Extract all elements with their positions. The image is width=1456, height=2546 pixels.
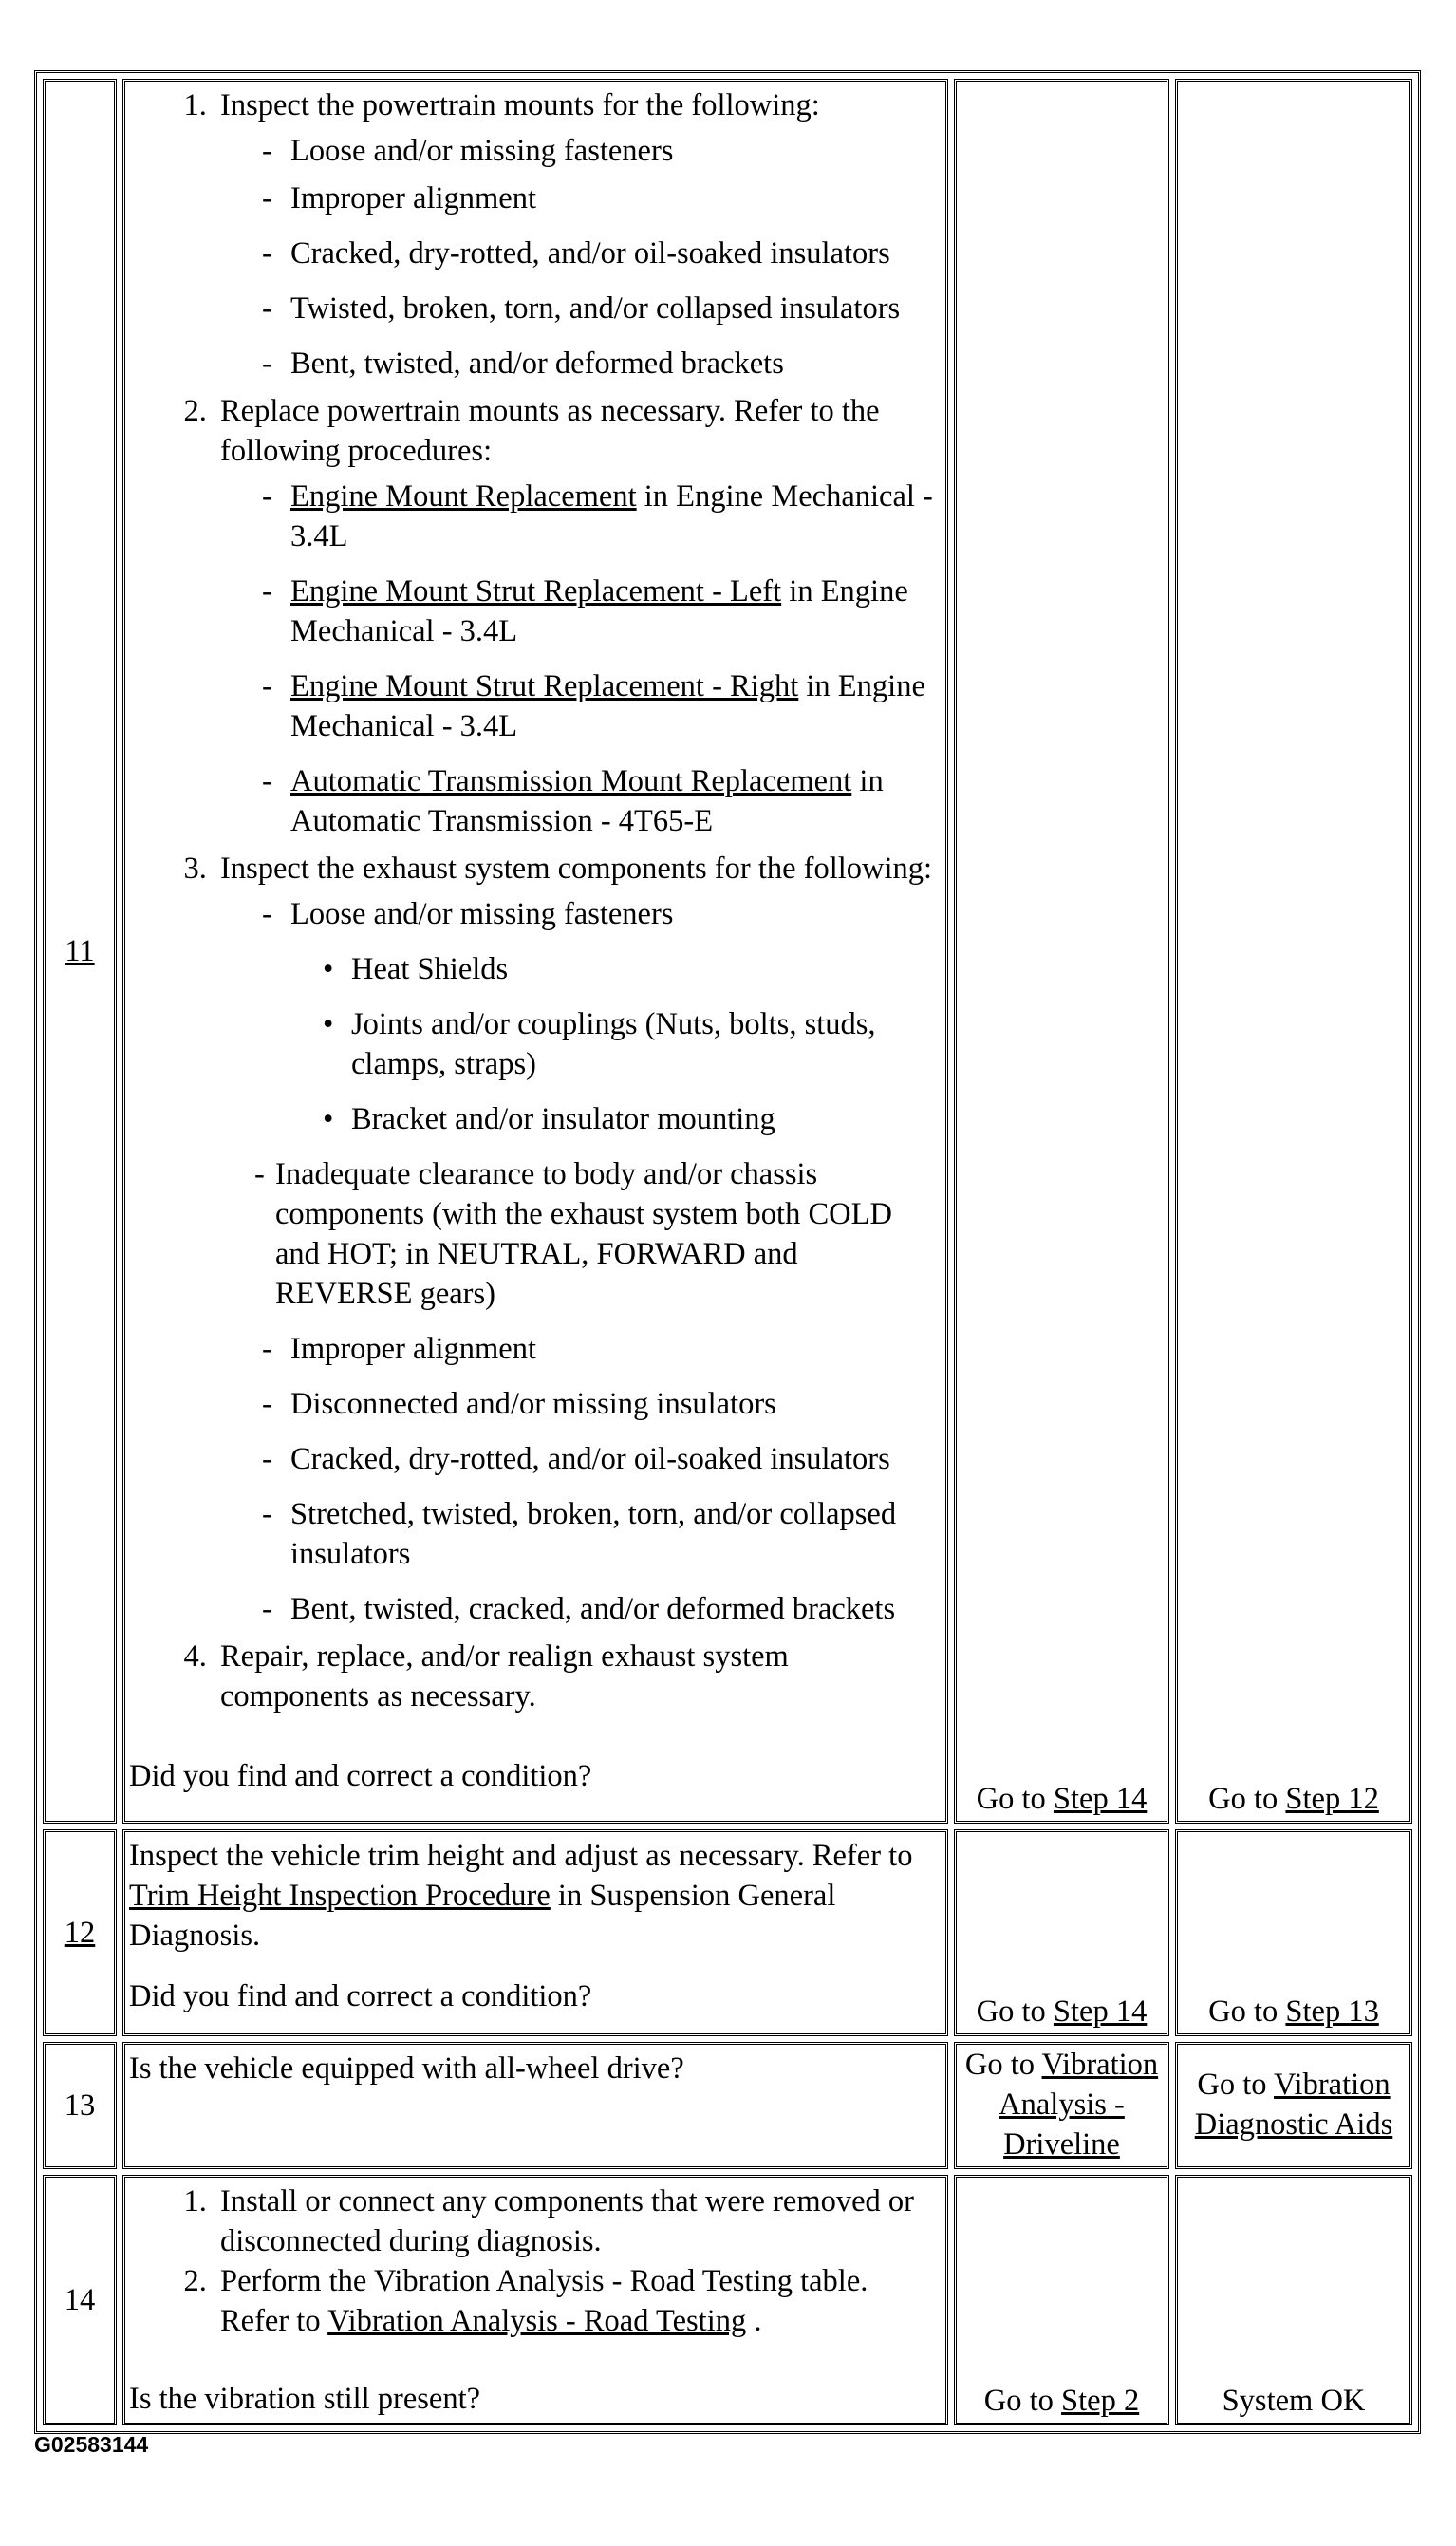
yes-action-cell (954, 2042, 1169, 2169)
bullet-item: • Bracket and/or insulator mounting (323, 1099, 940, 1139)
yes-prefix: Go to (976, 1782, 1054, 1816)
engine-mount-strut-right-link[interactable]: Engine Mount Strut Replacement - Right (290, 669, 799, 703)
instruction-item (215, 2261, 940, 2341)
transmission-mount-replacement-link[interactable]: Automatic Transmission Mount Replacement (290, 764, 852, 798)
instruction-item (215, 391, 940, 841)
instruction-text: Replace powertrain mounts as necessary. Refer to the following procedures: (220, 394, 880, 468)
step-number (43, 2042, 117, 2169)
step-number-link[interactable]: 11 (65, 934, 95, 968)
step-number-text: 14 (64, 2283, 96, 2317)
instruction-text: . (746, 2304, 762, 2338)
reference-location: in Engine Mechanical - 3.4L (290, 479, 933, 553)
sub-item: - Improper alignment (262, 178, 940, 218)
go-to-step-14-link[interactable]: Step 14 (1053, 1994, 1148, 2029)
reference-location: in Automatic Transmission - 4T65-E (290, 764, 884, 838)
step-number[interactable] (43, 79, 117, 1824)
reference-item (262, 666, 940, 746)
instruction-text: Perform the Vibration Analysis - Road Testing table. Refer to (220, 2264, 868, 2338)
engine-mount-replacement-link[interactable]: Engine Mount Replacement (290, 479, 637, 514)
go-to-step-12-link[interactable]: Step 12 (1285, 1782, 1379, 1816)
instruction-text: in Suspension General Diagnosis. (129, 1879, 836, 1953)
sub-item: - Cracked, dry-rotted, and/or oil-soaked insulators (262, 1439, 940, 1479)
yes-action-cell (954, 79, 1169, 1824)
sub-item: - Inadequate clearance to body and/or chassis components (with the exhaust system both COLD and HOT; in NEUTRAL, FORWARD and REVERSE gears) (254, 1154, 940, 1314)
go-to-step-14-link[interactable]: Step 14 (1053, 1782, 1148, 1816)
reference-location: in Engine Mechanical - 3.4L (290, 574, 908, 648)
reference-item (262, 571, 940, 651)
sub-list (220, 131, 940, 384)
no-prefix: Go to (1208, 1782, 1286, 1816)
instructions-cell (122, 79, 948, 1824)
reference-item (262, 761, 940, 841)
instruction-text: Repair, replace, and/or realign exhaust system components as necessary. (220, 1639, 789, 1713)
bullet-item: • Joints and/or couplings (Nuts, bolts, studs, clamps, straps) (323, 1004, 940, 1084)
vibration-analysis-road-testing-link[interactable]: Vibration Analysis - Road Testing (327, 2304, 747, 2338)
sub-item: - Twisted, broken, torn, and/or collapsed insulators (262, 289, 940, 328)
question-text: Did you find and correct a condition? (129, 1759, 592, 1793)
sub-item-text: Loose and/or missing fasteners (290, 897, 674, 931)
no-action-cell (1175, 2175, 1412, 2425)
instruction-item: 1. Install or connect any components that were removed or disconnected during diagnosis. (215, 2181, 940, 2261)
instruction-paragraph (129, 1836, 940, 1956)
instruction-text: Inspect the exhaust system components for the following: (220, 852, 933, 886)
sub-item: - Bent, twisted, cracked, and/or deformed brackets (262, 1589, 940, 1629)
vibration-analysis-driveline-link[interactable]: Vibration Analysis - Driveline (999, 2048, 1159, 2162)
instruction-list (129, 85, 940, 1716)
sub-item: - Disconnected and/or missing insulators (262, 1384, 940, 1424)
reference-location: in Engine Mechanical - 3.4L (290, 669, 925, 743)
step-number (43, 2175, 117, 2425)
question-text: Is the vibration still present? (129, 2382, 481, 2416)
question-text: Is the vehicle equipped with all-wheel drive? (129, 2051, 684, 2086)
trim-height-inspection-link[interactable]: Trim Height Inspection Procedure (129, 1879, 551, 1913)
table-row (43, 1829, 1412, 2036)
yes-action-cell (954, 2175, 1169, 2425)
table-row (43, 2042, 1412, 2169)
instructions-cell (122, 1829, 948, 2036)
bullet-item: • Heat Shields (323, 949, 940, 989)
step-number[interactable] (43, 1829, 117, 2036)
reference-item (262, 477, 940, 556)
diagnostic-table (34, 70, 1421, 2434)
question-text: Did you find and correct a condition? (129, 1979, 592, 2013)
system-ok-text: System OK (1222, 2384, 1366, 2418)
go-to-step-13-link[interactable]: Step 13 (1285, 1994, 1379, 2029)
yes-prefix: Go to (976, 1994, 1054, 2029)
sub-item (262, 894, 940, 1139)
no-action-cell (1175, 2042, 1412, 2169)
go-to-step-2-link[interactable]: Step 2 (1061, 2384, 1140, 2418)
sub-item: - Stretched, twisted, broken, torn, and/or collapsed insulators (262, 1494, 940, 1574)
sub-item: - Loose and/or missing fasteners (262, 131, 940, 171)
no-action-cell (1175, 79, 1412, 1824)
no-action-cell (1175, 1829, 1412, 2036)
sub-item: - Improper alignment (262, 1329, 940, 1369)
instruction-item (215, 85, 940, 384)
yes-prefix: Go to (964, 2048, 1042, 2082)
engine-mount-strut-left-link[interactable]: Engine Mount Strut Replacement - Left (290, 574, 782, 608)
instruction-item (215, 849, 940, 1629)
figure-id: G02583144 (34, 2432, 149, 2457)
step-number-link[interactable]: 12 (64, 1916, 96, 1950)
bullet-list (290, 949, 940, 1139)
sub-list (220, 894, 940, 1629)
instructions-cell (122, 2175, 948, 2425)
sub-item: - Bent, twisted, and/or deformed brackets (262, 344, 940, 384)
instruction-list (129, 2181, 940, 2341)
table-row (43, 79, 1412, 1824)
instructions-cell (122, 2042, 948, 2169)
reference-list (220, 477, 940, 841)
instruction-text: Inspect the powertrain mounts for the following: (220, 88, 820, 122)
instruction-text: Inspect the vehicle trim height and adjust as necessary. Refer to (129, 1839, 913, 1873)
step-number-text: 13 (64, 2088, 96, 2123)
yes-action-cell (954, 1829, 1169, 2036)
no-prefix: Go to (1208, 1994, 1286, 2029)
instruction-item (215, 1637, 940, 1716)
table-row (43, 2175, 1412, 2425)
no-prefix: Go to (1197, 2068, 1275, 2102)
sub-item: - Cracked, dry-rotted, and/or oil-soaked insulators (262, 234, 940, 273)
yes-prefix: Go to (983, 2384, 1062, 2418)
vibration-diagnostic-aids-link[interactable]: Vibration Diagnostic Aids (1194, 2068, 1393, 2142)
